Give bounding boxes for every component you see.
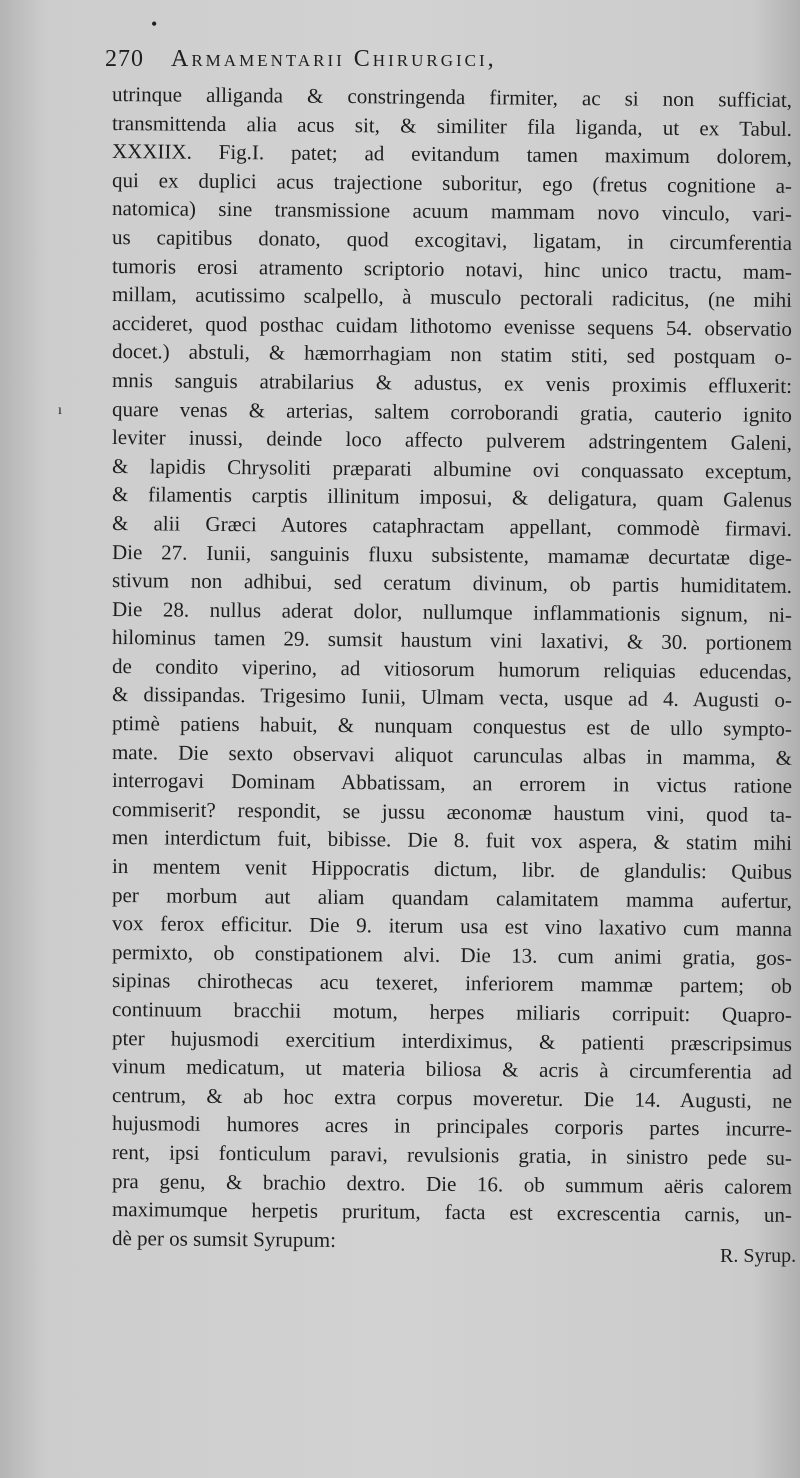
text-line: & filamentis carptis illinitum imposui, & deligatura, quam Galenus: [111, 482, 793, 513]
ink-spot: •: [151, 14, 158, 34]
text-line: ptimè patiens habuit, & nunquam conquestus est de ullo sympto-: [111, 711, 793, 741]
page-number: 270: [105, 46, 144, 72]
text-line: & lapidis Chrysoliti præparati albumine ovi conquassato exceptum,: [111, 453, 793, 484]
text-line: in mentem venit Hippocratis dictum, libr. de glandulis: Quibus: [111, 854, 793, 884]
text-line: pra genu, & brachio dextro. Die 16. ob summum aëris calorem: [111, 1168, 793, 1199]
text-line: & dissipandas. Trigesimo Iunii, Ulmam vecta, usque ad 4. Augusti o-: [111, 682, 793, 713]
text-line: Die 27. Iunii, sanguinis fluxu subsistente, mamamæ decurtatæ dige-: [111, 539, 793, 570]
text-line: centrum, & ab hoc extra corpus moveretur. Die 14. Augusti, ne: [111, 1082, 793, 1113]
text-line: hujusmodi humores acres in principales corporis partes incurre-: [111, 1111, 793, 1142]
text-line: vox ferox efficitur. Die 9. iterum usa est vino laxativo cum manna: [111, 911, 793, 942]
body-text: [112, 80, 792, 1252]
text-line: transmittenda alia acus sit, & similiter fila liganda, ut ex Tabul.: [111, 110, 793, 141]
catchword: R. Syrup.: [720, 1245, 797, 1267]
text-line: quare venas & arterias, saltem corroborandi gratia, cauterio ignito: [111, 396, 793, 427]
text-line: natomica) sine transmissione acuum mammam novo vinculo, vari-: [111, 196, 793, 227]
text-line: vinum medicatum, ut materia biliosa & acris à circumferentia ad: [111, 1054, 793, 1085]
text-line: tumoris erosi atramento scriptorio notavi, hinc unico tractu, mam-: [111, 253, 793, 284]
margin-mark: ı: [58, 403, 62, 418]
text-line: utrinque alliganda & constringenda firmiter, ac si non sufficiat,: [111, 82, 793, 112]
text-line: accideret, quod posthac cuidam lithotomo evenisse sequens 54. observatio: [111, 310, 793, 341]
text-line: sipinas chirothecas acu texeret, inferiorem mammæ partem; ob: [111, 968, 793, 999]
text-line: dè per os sumsit Syrupum:: [111, 1225, 337, 1252]
text-line: men interdictum fuit, bibisse. Die 8. fuit vox aspera, & statim mihi: [111, 825, 793, 856]
text-line: stivum non adhibui, sed ceratum divinum, ob partis humiditatem.: [111, 568, 793, 599]
text-line: qui ex duplici acus trajectione suboritur, ego (fretus cognitione a-: [111, 167, 793, 198]
text-line: pter hujusmodi exercitium interdiximus, & patienti præscripsimus: [111, 1025, 793, 1056]
text-line: interrogavi Dominam Abbatissam, an errorem in victus ratione: [111, 768, 793, 799]
text-line: hilominus tamen 29. sumsit haustum vini laxativi, & 30. portionem: [111, 625, 793, 656]
text-line: & alii Græci Autores cataphractam appellant, commodè firmavi.: [111, 510, 793, 541]
text-line: XXXIIX. Fig.I. patet; ad evitandum tamen maximum dolorem,: [111, 139, 793, 170]
running-header: [105, 46, 497, 73]
text-line: rent, ipsi fonticulum paravi, revulsionis gratia, in sinistro pede su-: [111, 1139, 793, 1170]
running-title: Armamentarii Chirurgici,: [171, 46, 497, 72]
text-line: commiserit? respondit, se jussu æconomæ haustum vini, quod ta-: [111, 796, 793, 827]
text-line: leviter inussi, deinde loco affecto pulverem adstringentem Galeni,: [111, 425, 793, 456]
text-line: us capitibus donato, quod excogitavi, ligatam, in circumferentia: [111, 224, 793, 255]
text-line: docet.) abstuli, & hæmorrhagiam non statim stiti, sed postquam o-: [111, 339, 793, 370]
text-line: millam, acutissimo scalpello, à musculo pectorali radicitus, (ne mihi: [111, 282, 793, 313]
text-line: de condito viperino, ad vitiosorum humorum reliquias educendas,: [111, 653, 793, 684]
text-line: mnis sanguis atrabilarius & adustus, ex venis proximis effluxerit:: [111, 367, 793, 398]
text-line: Die 28. nullus aderat dolor, nullumque inflammationis signum, ni-: [111, 596, 793, 627]
text-line: maximumque herpetis pruritum, facta est excrescentia carnis, un-: [111, 1197, 793, 1228]
text-line: permixto, ob constipationem alvi. Die 13. cum animi gratia, gos-: [111, 939, 793, 970]
text-line: continuum bracchii motum, herpes miliaris corripuit: Quapro-: [111, 997, 793, 1027]
text-line: per morbum aut aliam quandam calamitatem mamma aufertur,: [111, 882, 793, 913]
text-line: mate. Die sexto observavi aliquot carunculas albas in mamma, &: [111, 739, 793, 770]
